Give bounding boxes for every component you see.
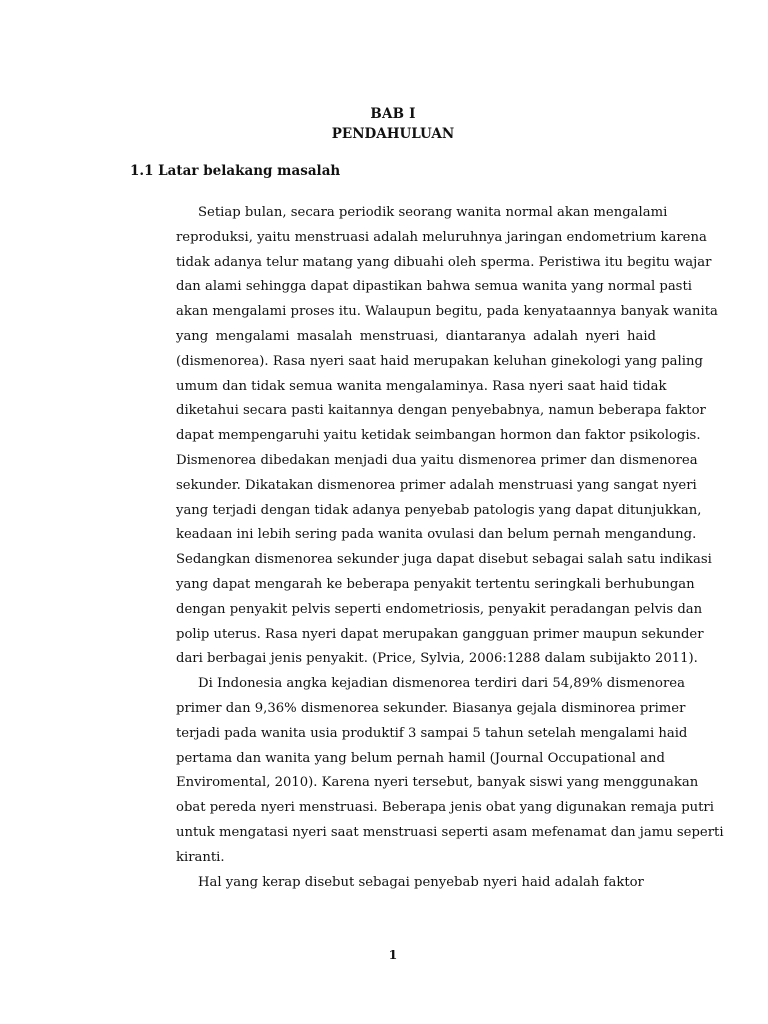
text-line: (dismenorea). Rasa nyeri saat haid merupakan keluhan ginekologi yang paling [176, 353, 703, 369]
paragraph-1 [154, 201, 718, 672]
text-line: terjadi pada wanita usia produktif 3 sampai 5 tahun setelah mengalami haid [176, 725, 688, 741]
page-number: 1 [388, 947, 398, 962]
text-line: reproduksi, yaitu menstruasi adalah meluruhnya jaringan endometrium karena [176, 229, 707, 245]
chapter-number: BAB I [370, 106, 416, 122]
text-line: yang terjadi dengan tidak adanya penyebab patologis yang dapat ditunjukkan, [176, 502, 702, 518]
text-line: dan alami sehingga dapat dipastikan bahwa semua wanita yang normal pasti [176, 279, 692, 295]
text-line: keadaan ini lebih sering pada wanita ovulasi dan belum pernah mengandung. [176, 527, 697, 543]
text-line: sekunder. Dikatakan dismenorea primer adalah menstruasi yang sangat nyeri [176, 477, 697, 493]
paragraph-3 [154, 871, 656, 896]
chapter-title: PENDAHULUAN [331, 126, 455, 142]
text-line: Enviromental, 2010). Karena nyeri tersebut, banyak siswi yang menggunakan [176, 775, 699, 791]
text-line: obat pereda nyeri menstruasi. Beberapa jenis obat yang digunakan remaja putri [176, 800, 714, 816]
text-line: Di Indonesia angka kejadian dismenorea terdiri dari 54,89% dismenorea [198, 676, 685, 692]
text-line: polip uterus. Rasa nyeri dapat merupakan gangguan primer maupun sekunder [176, 626, 704, 642]
text-line: Dismenorea dibedakan menjadi dua yaitu dismenorea primer dan dismenorea [176, 452, 698, 468]
text-line: Sedangkan dismenorea sekunder juga dapat disebut sebagai salah satu indikasi [176, 552, 712, 568]
text-line: pertama dan wanita yang belum pernah hamil (Journal Occupational and [176, 750, 665, 766]
text-line: dari berbagai jenis penyakit. (Price, Sylvia, 2006:1288 dalam subijakto 2011). [176, 651, 698, 667]
text-line: primer dan 9,36% dismenorea sekunder. Biasanya gejala disminorea primer [176, 700, 686, 716]
text-line: umum dan tidak semua wanita mengalaminya. Rasa nyeri saat haid tidak [176, 378, 667, 394]
text-line: dapat mempengaruhi yaitu ketidak seimbangan hormon dan faktor psikologis. [176, 428, 701, 444]
text-line: kiranti. [176, 849, 225, 865]
body-text [154, 201, 724, 895]
text-line: akan mengalami proses itu. Walaupun begitu, pada kenyataannya banyak wanita [176, 304, 718, 320]
text-line: tidak adanya telur matang yang dibuahi oleh sperma. Peristiwa itu begitu wajar [176, 254, 712, 270]
section-heading: 1.1 Latar belakang masalah [130, 163, 341, 179]
paragraph-2 [154, 672, 724, 870]
text-line: yang dapat mengarah ke beberapa penyakit tertentu seringkali berhubungan [176, 576, 695, 592]
text-line: untuk mengatasi nyeri saat menstruasi seperti asam mefenamat dan jamu seperti [176, 824, 724, 840]
text-line: dengan penyakit pelvis seperti endometriosis, penyakit peradangan pelvis dan [176, 601, 703, 617]
text-line: diketahui secara pasti kaitannya dengan penyebabnya, namun beberapa faktor [176, 403, 706, 419]
text-line: Hal yang kerap disebut sebagai penyebab nyeri haid adalah faktor [198, 874, 644, 890]
text-line: yang mengalami masalah menstruasi, diantaranya adalah nyeri haid [176, 328, 656, 344]
text-line: Setiap bulan, secara periodik seorang wanita normal akan mengalami [198, 205, 668, 220]
